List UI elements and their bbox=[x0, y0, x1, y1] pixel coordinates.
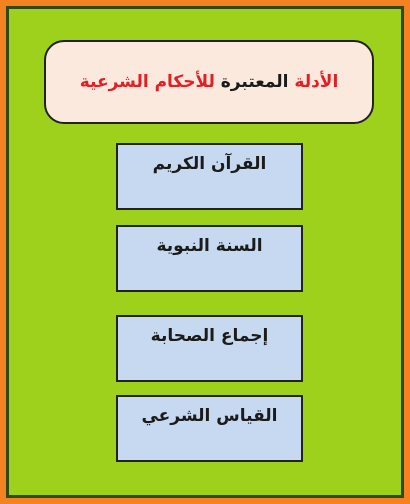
source-label-sunnah: السنة النبوية bbox=[156, 236, 263, 256]
source-box-ijma bbox=[116, 315, 303, 382]
title-part-3: للأحكام الشرعية bbox=[79, 72, 215, 92]
diagram-title bbox=[80, 72, 339, 92]
title-box bbox=[44, 40, 374, 124]
source-label-ijma: إجماع الصحابة bbox=[150, 326, 269, 346]
diagram-panel bbox=[6, 6, 404, 498]
title-part-2: المعتبرة bbox=[214, 72, 289, 92]
source-label-qiyas: القياس الشرعي bbox=[141, 406, 278, 426]
source-box-sunnah bbox=[116, 225, 303, 292]
source-box-quran bbox=[116, 143, 303, 210]
source-label-quran: القرآن الكريم bbox=[152, 154, 267, 174]
title-part-1: الأدلة bbox=[288, 72, 339, 92]
source-box-qiyas bbox=[116, 395, 303, 462]
